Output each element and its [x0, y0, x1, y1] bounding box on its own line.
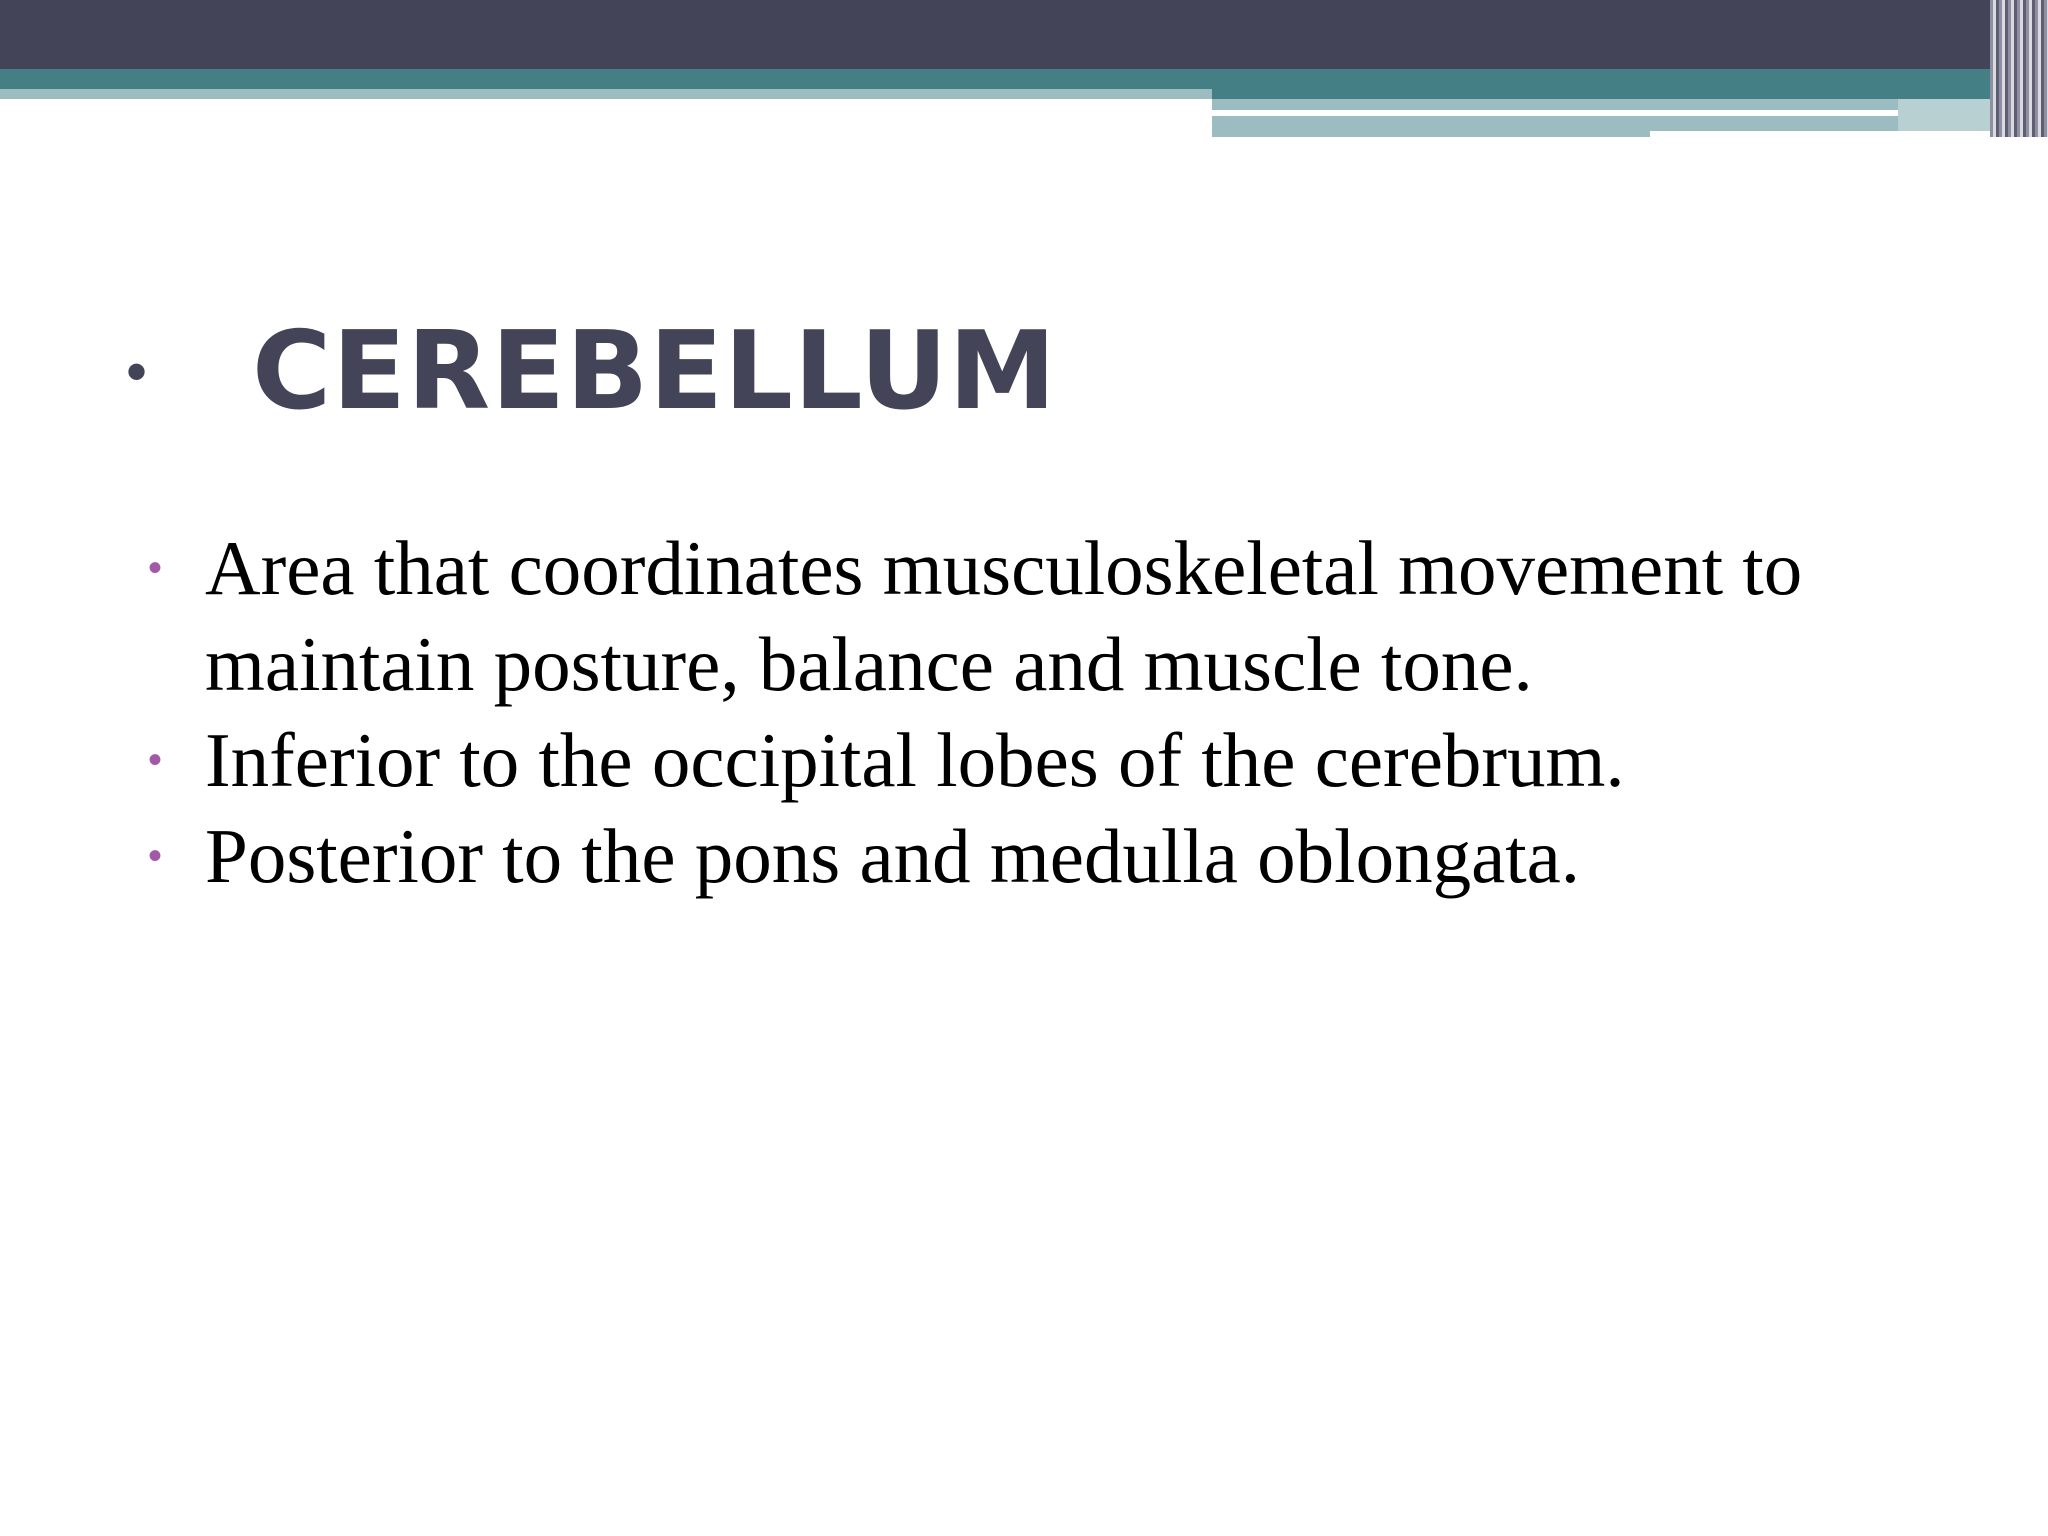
list-item-text: Posterior to the pons and medulla oblongata.: [205, 813, 1581, 899]
header-teal-band: [0, 69, 2048, 89]
bullet-list: [148, 520, 1908, 904]
header-white-gap: [1650, 131, 2048, 139]
slide-title: CEREBELLUM: [252, 309, 1058, 434]
header-stripes: [1990, 0, 2048, 137]
bullet-icon: •: [148, 738, 163, 782]
header-light-band: [0, 89, 1212, 99]
header-right-teal-strip: [1212, 89, 2048, 99]
list-item: [148, 808, 1908, 904]
bullet-icon: •: [148, 546, 163, 590]
header-dark-band: [0, 0, 2048, 69]
slide-title-row: [126, 309, 1058, 434]
title-bullet-icon: •: [126, 338, 148, 405]
list-item: [148, 712, 1908, 808]
list-item-text: Area that coordinates musculoskeletal movement to maintain posture, balance and muscle tone.: [205, 525, 1803, 707]
list-item: [148, 520, 1908, 712]
list-item-text: Inferior to the occipital lobes of the cerebrum.: [205, 717, 1625, 803]
bullet-icon: •: [148, 834, 163, 878]
header-white-line: [1212, 110, 1898, 116]
